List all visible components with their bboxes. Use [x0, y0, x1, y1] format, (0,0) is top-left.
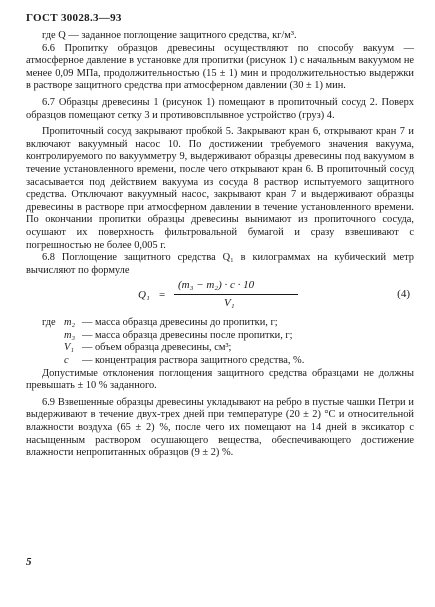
formula-4	[26, 279, 414, 313]
formula-denominator: V₁	[224, 297, 235, 310]
definition-row	[26, 342, 414, 355]
intro-line: где Q — заданное поглощение защитного средства, кг/м³.	[42, 30, 297, 41]
section-6-7-b: Пропиточный сосуд закрывают пробкой 5. Закрывают кран 6, открывают кран 7 и включают вакуумный насос 10. По достижении требуемого значения вакуума, контролируемого по вакуумметру 9, выдерживают образцы древесины под вакуумом в течение установленного времени, после чего открывают кран 6. В пропиточный сосуд засасывается под действием вакуума из сосуда 8 раствор испытуемого защитного средства. Отключают вакуумный насос, закрывают кран 7 и выдерживают образцы древесины в растворе при атмосферном давлении в течение установленного времени. По окончании пропитки образцы древесины вынимают из пропиточного сосуда, осушают их поверхность фильтровальной бумагой и сразу взвешивают с погрешностью не более 0,005 г.	[26, 126, 414, 251]
formula-numerator: (m₃ − m₂) · c · 10	[178, 279, 255, 292]
fraction-bar	[174, 294, 298, 295]
definition-prefix: где	[42, 317, 56, 329]
definition-text: — масса образца древесины после пропитки, г;	[82, 329, 293, 341]
section-6-8: 6.8 Поглощение защитного средства Q₁ в килограммах на кубический метр вычисляют по формуле	[26, 252, 414, 276]
page-number: 5	[26, 556, 32, 568]
standard-header: ГОСТ 30028.3—93	[26, 12, 122, 24]
definition-row	[26, 317, 414, 330]
section-6-6: 6.6 Пропитку образцов древесины осуществляют по способу вакуум — атмосферное давление в установке для пропитки (рисунок 1) с начальным вакуумом не менее 0,09 МПа, продолжительностью (15 ± 1) мин и продолжительностью выдержки в растворе защитного средства при атмосферном давлении (30 ± 1) мин.	[26, 42, 414, 92]
body-text	[26, 30, 414, 460]
definition-text: — концентрация раствора защитного средства, %.	[82, 355, 305, 367]
definition-row	[26, 330, 414, 343]
definition-symbol: c	[64, 355, 69, 367]
tolerance-paragraph: Допустимые отклонения поглощения защитного средства образцами не должны превышать ± 10 % заданного.	[26, 367, 414, 392]
formula-number: (4)	[397, 288, 410, 301]
definitions-list	[26, 317, 414, 367]
definition-text: — масса образца древесины до пропитки, г;	[82, 317, 278, 329]
definition-symbol: m₃	[64, 329, 76, 341]
definition-row	[26, 355, 414, 368]
formula-lhs: Q₁	[138, 289, 150, 302]
section-6-9: 6.9 Взвешенные образцы древесины укладывают на ребро в пустые чашки Петри и выдерживают в течение двух-трех дней при температуре (20 ± 2) °С и относительной влажности воздуха (65 ± 2) %, после чего их помещают на 14 дней в эксикатор с насыщенным раствором осушающего вещества, обеспечивающего достижение влажности непропитанных образцов (9 ± 2) %.	[26, 396, 414, 459]
definition-text: — объем образца древесины, см³;	[82, 342, 232, 354]
formula-equals: =	[159, 289, 166, 302]
definition-symbol: V₁	[64, 342, 74, 354]
section-6-7-a: 6.7 Образцы древесины 1 (рисунок 1) помещают в пропиточный сосуд 2. Поверх образцов помещают сетку 3 и противовсплывное устройство (груз) 4.	[26, 96, 414, 121]
definition-symbol: m₂	[64, 317, 76, 329]
